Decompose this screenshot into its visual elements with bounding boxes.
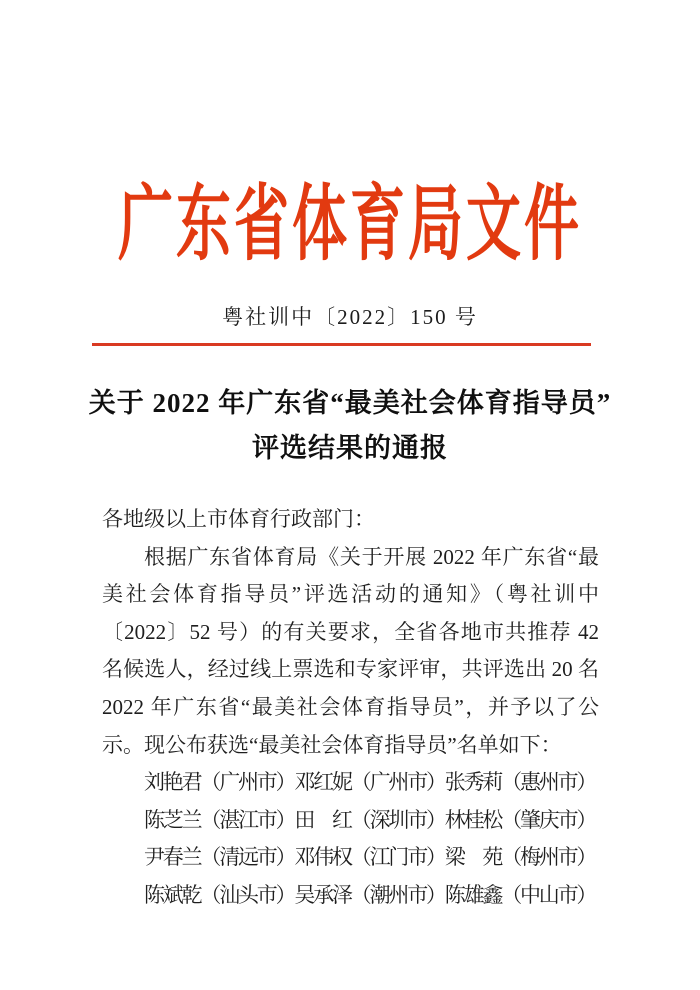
salutation-line: 各地级以上市体育行政部门： [102,507,375,531]
awardee-name-row: 刘艳君（广州市）邓红妮（广州市）张秀莉（惠州市） [144,770,596,795]
notice-title [0,381,700,471]
awardee-name-row: 尹春兰（清远市）邓伟权（江门市）梁 苑（梅州市） [144,845,596,870]
notice-title-line-2: 评选结果的通报 [252,433,448,463]
document-number: 粤社训中〔2022〕150 号 [222,305,478,329]
document-body [102,501,599,915]
red-divider-line [92,343,591,346]
notice-title-line-1: 关于 2022 年广东省“最美社会体育指导员” [88,388,612,418]
awardee-name-row: 陈芝兰（湛江市）田 红（深圳市）林桂松（肇庆市） [144,807,596,832]
main-paragraph: 根据广东省体育局《关于开展 2022 年广东省“最美社会体育指导员”评选活动的通知》（粤社训中〔2022〕52 号）的有关要求，全省各地市共推荐 42 名候选人，经过线上票选和专家评审，共评选出 20 名 2022 年广东省“最美社会体育指导员”，并予以了公示。现公布获选“最美社会体育指导员”名单如下： [102,544,599,757]
agency-header-title: 广东省体育局文件 [117,178,582,270]
awardee-name-row: 陈斌乾（汕头市）吴承泽（潮州市）陈雄鑫（中山市） [144,882,596,907]
